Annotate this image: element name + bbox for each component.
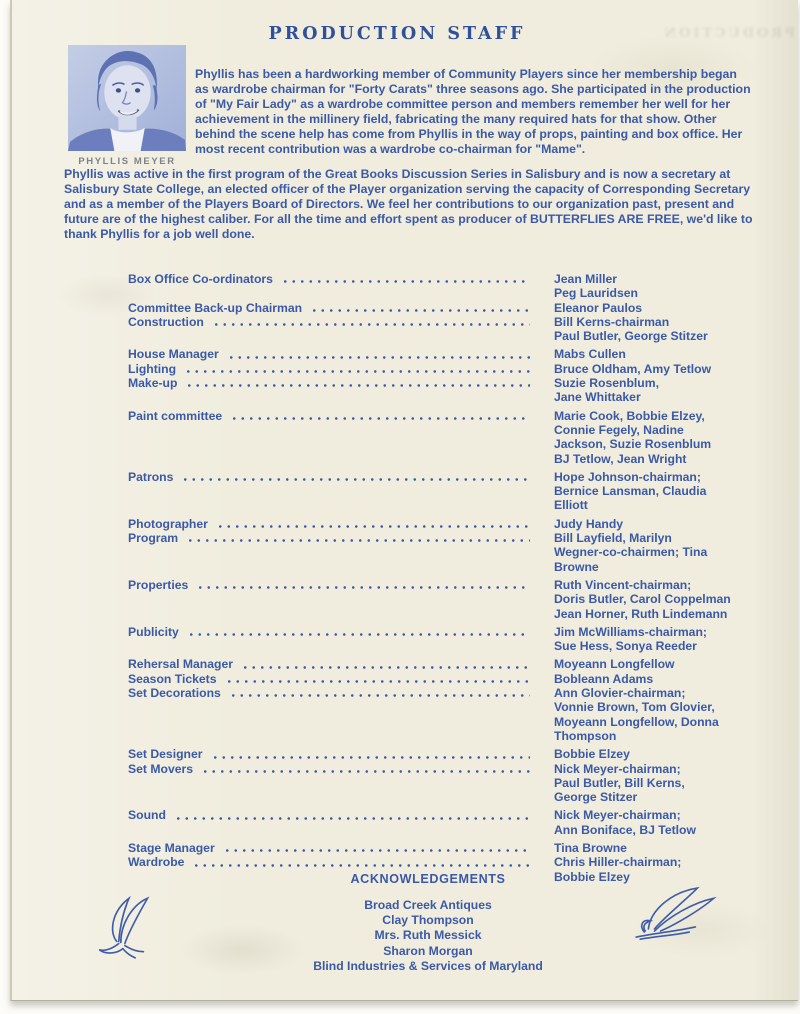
dot-leader	[229, 693, 530, 698]
staff-row	[128, 390, 750, 404]
staff-person-name: Jean Miller	[554, 272, 617, 286]
dot-leader	[136, 491, 530, 496]
dot-leader	[211, 755, 530, 760]
dot-leader	[136, 722, 530, 727]
staff-role-label: Construction	[128, 314, 204, 329]
staff-person-name: Bobbie Elzey	[554, 747, 630, 762]
staff-person-name: Mabs Cullen	[554, 347, 626, 362]
dot-leader	[136, 553, 530, 558]
dot-leader	[196, 585, 530, 590]
staff-person-name: Thompson	[554, 728, 617, 743]
page-title: PRODUCTION STAFF	[268, 24, 526, 44]
dot-leader	[201, 769, 530, 774]
staff-row	[128, 776, 750, 790]
bio-paragraph-1: Phyllis has been a hardworking member of Community Players since her membership began as wardrobe chairman for "Forty Carats" three seasons ago. She participated in the production of "My Fair Lady" as a wardrobe committee person and members remember her well for her achievement in the millinery field, fabricating the many required hats for that show. Other behind the scene help has come from Phyllis in the way of props, painting and box office. Her most recent contribution was a wardrobe co-chairman for "Mame".	[195, 67, 751, 157]
staff-row	[128, 545, 750, 559]
staff-person-name: Chris Hiller-chairman;	[554, 855, 682, 870]
staff-row	[128, 409, 750, 423]
staff-row	[128, 484, 750, 498]
dot-leader	[181, 477, 530, 482]
staff-row	[128, 841, 750, 855]
dot-leader	[136, 600, 530, 605]
staff-row	[128, 715, 750, 729]
staff-row	[128, 823, 750, 837]
staff-row	[128, 301, 750, 315]
staff-row	[128, 315, 750, 329]
staff-row	[128, 672, 750, 686]
staff-role-label: Lighting	[128, 361, 177, 376]
staff-role-label: Set Movers	[128, 761, 194, 776]
staff-person-name: George Stitzer	[554, 790, 638, 805]
staff-row	[128, 578, 750, 592]
staff-person-name: Browne	[554, 559, 599, 574]
phyllis-meyer-photo	[68, 45, 186, 151]
staff-row	[128, 657, 750, 671]
dot-leader	[227, 355, 530, 360]
staff-person-name: Eleanor Paulos	[554, 300, 643, 315]
staff-role-label: Sound	[128, 808, 166, 823]
staff-person-name: Bernice Lansman, Claudia	[554, 484, 707, 499]
staff-person-name: Nick Meyer-chairman;	[554, 761, 681, 776]
dot-leader	[187, 632, 530, 637]
staff-row	[128, 686, 750, 700]
staff-person-name: Peg Lauridsen	[554, 286, 638, 301]
photo-caption: PHYLLIS MEYER	[78, 156, 176, 167]
staff-row	[128, 498, 750, 512]
butterfly-ornament-right-icon	[632, 884, 724, 948]
staff-role-label: House Manager	[128, 347, 219, 362]
staff-person-name: Moyeann Longfellow	[554, 657, 675, 672]
staff-person-name: Bill Kerns-chairman	[554, 314, 670, 329]
dot-leader	[136, 783, 530, 788]
staff-person-name: Vonnie Brown, Tom Glovier,	[554, 700, 715, 715]
staff-person-name: Elliott	[554, 498, 588, 513]
bio-paragraph-2: Phyllis was active in the first program of the Great Books Discussion Series in Salisbury and is now a secretary at Salisbury State College, an elected officer of the Player organization serving the capacity of Corresponding Secretary and as a member of the Players Board of Directors. We feel her contributions to our organization past, present and future are of the highest caliber. For all the time and effort spent as producer of BUTTERFLIES ARE FREE, we'd like to thank Phyllis for a job well done.	[64, 167, 753, 242]
dot-leader	[212, 322, 530, 327]
staff-row	[128, 607, 750, 621]
staff-row	[128, 747, 750, 761]
staff-person-name: Hope Johnson-chairman;	[554, 469, 701, 484]
production-staff-list	[128, 272, 750, 884]
staff-row	[128, 762, 750, 776]
staff-row	[128, 700, 750, 714]
staff-person-name: Jackson, Suzie Rosenblum	[554, 437, 712, 452]
acknowledgement-item: Blind Industries & Services of Maryland	[313, 958, 543, 973]
staff-role-label: Photographer	[128, 516, 208, 531]
staff-role-label: Patrons	[128, 469, 174, 484]
staff-person-name: Nick Meyer-chairman;	[554, 808, 681, 823]
staff-role-label: Box Office Co-ordinators	[128, 272, 273, 286]
staff-person-name: Bill Layfield, Marilyn	[554, 531, 672, 546]
staff-row	[128, 531, 750, 545]
staff-row	[128, 347, 750, 361]
dot-leader	[136, 567, 530, 572]
staff-row	[128, 517, 750, 531]
staff-person-name: Ann Glovier-chairman;	[554, 686, 686, 701]
staff-role-label: Season Tickets	[128, 671, 217, 686]
staff-role-label: Rehersal Manager	[128, 657, 233, 672]
staff-role-label: Committee Back-up Chairman	[128, 300, 303, 315]
dot-leader	[136, 336, 530, 341]
dot-leader	[136, 797, 530, 802]
dot-leader	[136, 294, 530, 299]
dot-leader	[223, 848, 530, 853]
staff-row	[128, 625, 750, 639]
acknowledgements-heading: ACKNOWLEDGEMENTS	[350, 872, 506, 886]
dot-leader	[174, 816, 530, 821]
staff-person-name: Moyeann Longfellow, Donna	[554, 714, 719, 729]
staff-row	[128, 362, 750, 376]
staff-person-name: Ruth Vincent-chairman;	[554, 577, 692, 592]
staff-row	[128, 855, 750, 869]
dot-leader	[185, 383, 530, 388]
staff-row	[128, 639, 750, 653]
staff-role-label: Set Decorations	[128, 686, 221, 701]
dot-leader	[192, 863, 530, 868]
dot-leader	[136, 445, 530, 450]
producer-photo-figure	[68, 45, 186, 167]
dot-leader	[136, 459, 530, 464]
staff-row	[128, 790, 750, 804]
staff-person-name: BJ Tetlow, Jean Wright	[554, 451, 687, 466]
staff-row	[128, 437, 750, 451]
dot-leader	[136, 506, 530, 511]
dot-leader	[216, 524, 530, 529]
staff-person-name: Jean Horner, Ruth Lindemann	[554, 606, 728, 621]
staff-row	[128, 329, 750, 343]
staff-person-name: Bobbie Elzey	[554, 869, 630, 884]
staff-person-name: Paul Butler, Bill Kerns,	[554, 775, 685, 790]
staff-person-name: Jim McWilliams-chairman;	[554, 624, 707, 639]
staff-row	[128, 729, 750, 743]
staff-row	[128, 452, 750, 466]
dot-leader	[136, 646, 530, 651]
staff-role-label: Publicity	[128, 624, 179, 639]
staff-row	[128, 560, 750, 574]
staff-person-name: Doris Butler, Carol Coppelman	[554, 592, 731, 607]
staff-role-label: Properties	[128, 577, 189, 592]
dot-leader	[241, 665, 530, 670]
staff-row	[128, 470, 750, 484]
staff-role-label: Paint committee	[128, 408, 223, 423]
staff-person-name: Sue Hess, Sonya Reeder	[554, 639, 697, 654]
staff-person-name: Bruce Oldham, Amy Tetlow	[554, 361, 712, 376]
acknowledgement-item: Broad Creek Antiques	[364, 898, 492, 912]
staff-row	[128, 272, 750, 286]
staff-row	[128, 376, 750, 390]
dot-leader	[136, 614, 530, 619]
staff-person-name: Connie Fegely, Nadine	[554, 422, 684, 437]
staff-role-label: Make-up	[128, 376, 178, 391]
staff-person-name: Bobleann Adams	[554, 671, 654, 686]
staff-person-name: Marie Cook, Bobbie Elzey,	[554, 408, 705, 423]
dot-leader	[136, 398, 530, 403]
program-page	[10, 0, 798, 1001]
dot-leader	[230, 416, 530, 421]
dot-leader	[136, 736, 530, 741]
dot-leader	[186, 538, 530, 543]
dot-leader	[184, 369, 530, 374]
staff-row	[128, 592, 750, 606]
acknowledgement-item: Clay Thompson	[382, 913, 474, 928]
dot-leader	[136, 830, 530, 835]
dot-leader	[225, 679, 530, 684]
staff-person-name: Suzie Rosenblum,	[554, 376, 659, 391]
staff-person-name: Tina Browne	[554, 840, 627, 855]
staff-role-label: Program	[128, 531, 179, 546]
staff-person-name: Paul Butler, George Stitzer	[554, 329, 708, 344]
dot-leader	[310, 308, 530, 313]
staff-row	[128, 808, 750, 822]
staff-person-name: Ann Boniface, BJ Tetlow	[554, 822, 696, 837]
acknowledgement-item: Mrs. Ruth Messick	[374, 928, 482, 943]
staff-role-label: Stage Manager	[128, 840, 215, 855]
staff-person-name: Judy Handy	[554, 516, 624, 531]
dot-leader	[136, 708, 530, 713]
staff-role-label: Wardrobe	[128, 855, 185, 870]
portrait-illustration	[68, 45, 186, 151]
dot-leader	[281, 279, 530, 284]
dot-leader	[136, 430, 530, 435]
acknowledgement-item: Sharon Morgan	[383, 943, 473, 958]
staff-person-name: Wegner-co-chairmen; Tina	[554, 545, 708, 560]
staff-role-label: Set Designer	[128, 747, 203, 762]
staff-person-name: Jane Whittaker	[554, 390, 641, 405]
butterfly-ornament-left-icon	[92, 890, 164, 964]
staff-row	[128, 286, 750, 300]
staff-row	[128, 423, 750, 437]
